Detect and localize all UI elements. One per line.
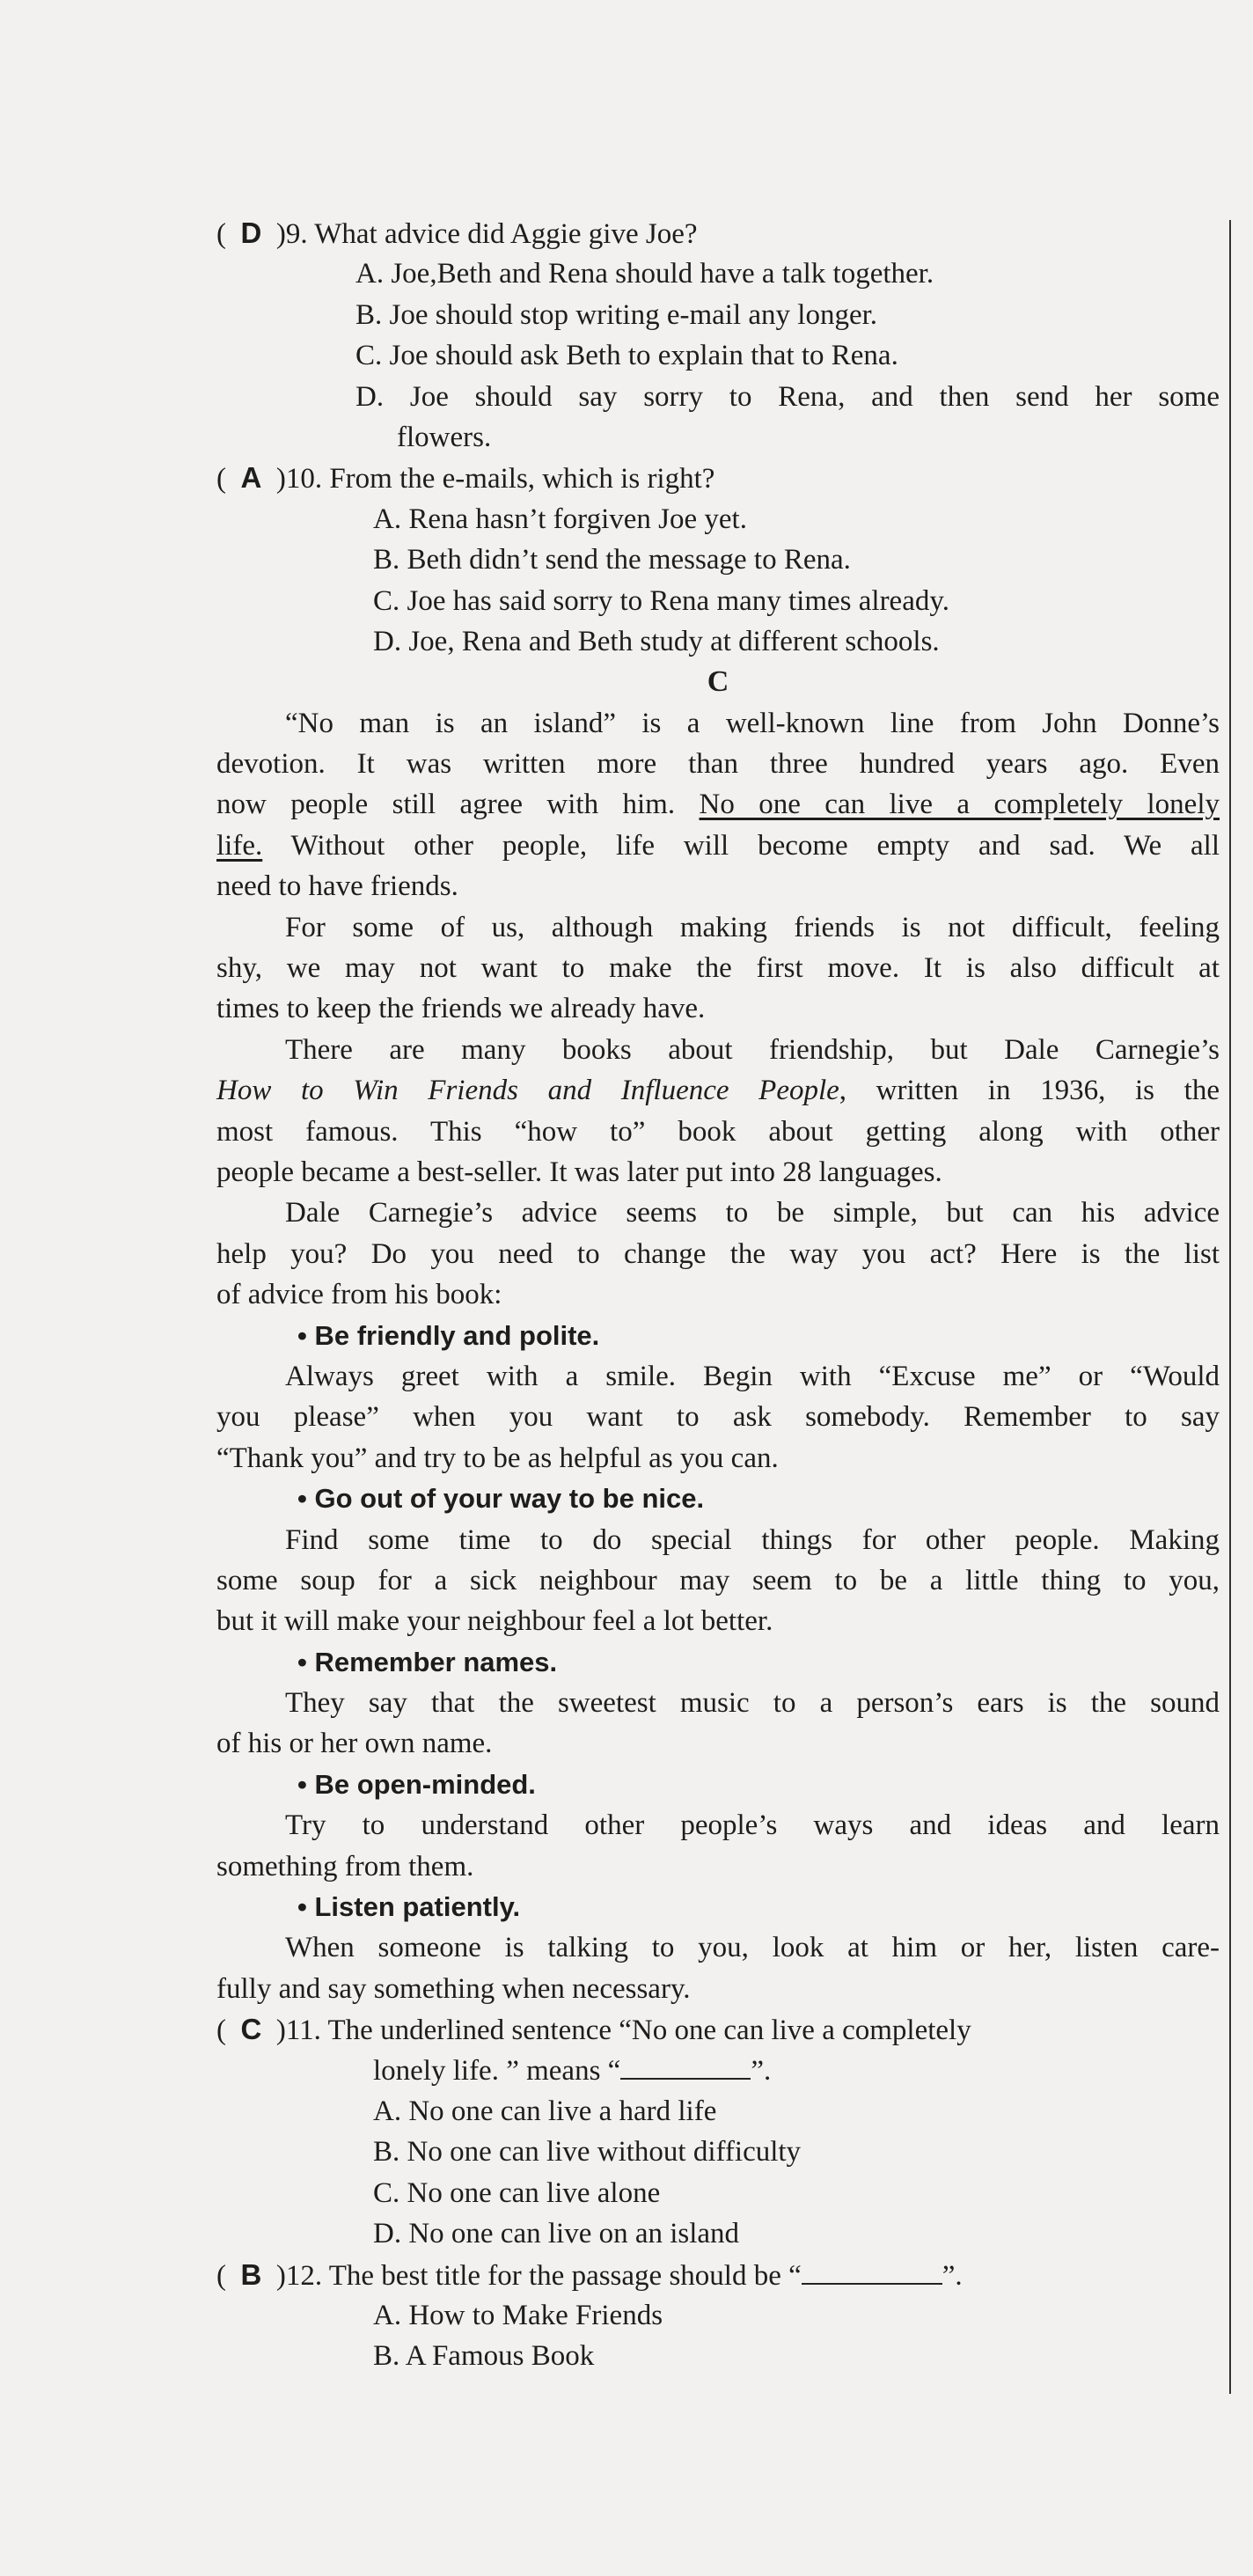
advice-heading-3: • Remember names. [297, 1646, 558, 1677]
q9-option-c: C. Joe should ask Beth to explain that to Rena. [355, 340, 898, 372]
worksheet-content [216, 213, 1220, 2377]
question-10: ( A )10. From the e-mails, which is right? [216, 461, 715, 495]
q9-option-d-cont: flowers. [397, 421, 492, 453]
q11-option-d: D. No one can live on an island [373, 2218, 740, 2250]
answer-blank [802, 2258, 942, 2285]
paragraph-3: There are many books about friendship, but Dale Carnegie’s How to Win Friends and Influence People, written in 1936, is the most famous. This “how to” book about getting along with other people became a best-seller. It was later put into 28 languages. [216, 1033, 1220, 1188]
question-11: ( C )11. The underlined sentence “No one can live a completely [216, 2013, 971, 2047]
paragraph-8: Try to understand other people’s ways and ideas and learn something from them. [216, 1809, 1220, 1882]
q12-option-b: B. A Famous Book [373, 2340, 595, 2373]
question-12: ( B )12. The best title for the passage should be “ ”. [216, 2257, 963, 2292]
question-9: ( D )9. What advice did Aggie give Joe? [216, 217, 698, 250]
book-title: How to Win Friends and Influence People [216, 1075, 839, 1107]
answer-11: C [240, 2013, 262, 2046]
question-10-stem: )10. From the e-mails, which is right? [275, 463, 715, 495]
margin-rule [1229, 220, 1231, 2394]
advice-heading-5: • Listen patiently. [297, 1891, 521, 1923]
q9-option-b: B. Joe should stop writing e-mail any longer. [355, 298, 878, 331]
paragraph-6: Find some time to do special things for other people. Making some soup for a sick neighbour may seem to be a little thing to you, but it will make your neighbour feel a lot better. [216, 1523, 1220, 1638]
question-9-stem: )9. What advice did Aggie give Joe? [275, 218, 698, 250]
question-12-stem: )12. The best title for the passage should be “ [275, 2259, 802, 2292]
paragraph-2: For some of us, although making friends is not difficult, feeling shy, we may not want to make the first move. It is also difficult at times to keep the friends we already have. [216, 911, 1220, 1025]
paragraph-9: When someone is talking to you, look at him or her, listen care- fully and say something when necessary. [216, 1932, 1220, 2005]
q10-option-a: A. Rena hasn’t forgiven Joe yet. [373, 503, 747, 535]
paragraph-5: Always greet with a smile. Begin with “Excuse me” or “Would you please” when you want to ask somebody. Remember to say “Thank you” and try to be as helpful as you can. [216, 1360, 1220, 1474]
underlined-sentence-end: life. [216, 829, 263, 862]
q10-option-d: D. Joe, Rena and Beth study at different schools. [373, 625, 940, 657]
advice-heading-1: • Be friendly and polite. [297, 1319, 600, 1351]
answer-blank [620, 2053, 751, 2080]
paragraph-7: They say that the sweetest music to a person’s ears is the sound of his or her own name. [216, 1687, 1220, 1760]
advice-heading-2: • Go out of your way to be nice. [297, 1483, 705, 1515]
answer-12: B [240, 2257, 262, 2291]
section-heading: C [707, 665, 729, 699]
question-11-stem: )11. The underlined sentence “No one can live a completely [275, 2015, 971, 2047]
answer-9: D [240, 217, 262, 249]
underlined-sentence: No one can live a completely lonely [699, 789, 1220, 821]
q11-option-b: B. No one can live without difficulty [373, 2136, 802, 2169]
q12-option-a: A. How to Make Friends [373, 2299, 663, 2331]
paragraph-1: “No man is an island” is a well-known line from John Donne’s devotion. It was written more than three hundred years ago. Even now people still agree with him. No one can live a completely lonely life. Without other people, life will become empty and sad. We all need to have friends. [216, 707, 1220, 903]
paragraph-4: Dale Carnegie’s advice seems to be simple, but can his advice help you? Do you need to change the way you act? Here is the list of advice from his book: [216, 1197, 1220, 1311]
q10-option-c: C. Joe has said sorry to Rena many times already. [373, 584, 949, 617]
q10-option-b: B. Beth didn’t send the message to Rena. [373, 544, 851, 576]
q11-option-c: C. No one can live alone [373, 2176, 661, 2209]
advice-heading-4: • Be open-minded. [297, 1768, 536, 1800]
question-11-line-2: lonely life. ” means “ ”. [373, 2054, 772, 2087]
q11-option-a: A. No one can live a hard life [373, 2095, 717, 2127]
answer-10: A [240, 461, 262, 495]
q9-option-d: D. Joe should say sorry to Rena, and then send her some [355, 380, 1220, 413]
q9-option-a: A. Joe,Beth and Rena should have a talk together. [355, 258, 934, 290]
